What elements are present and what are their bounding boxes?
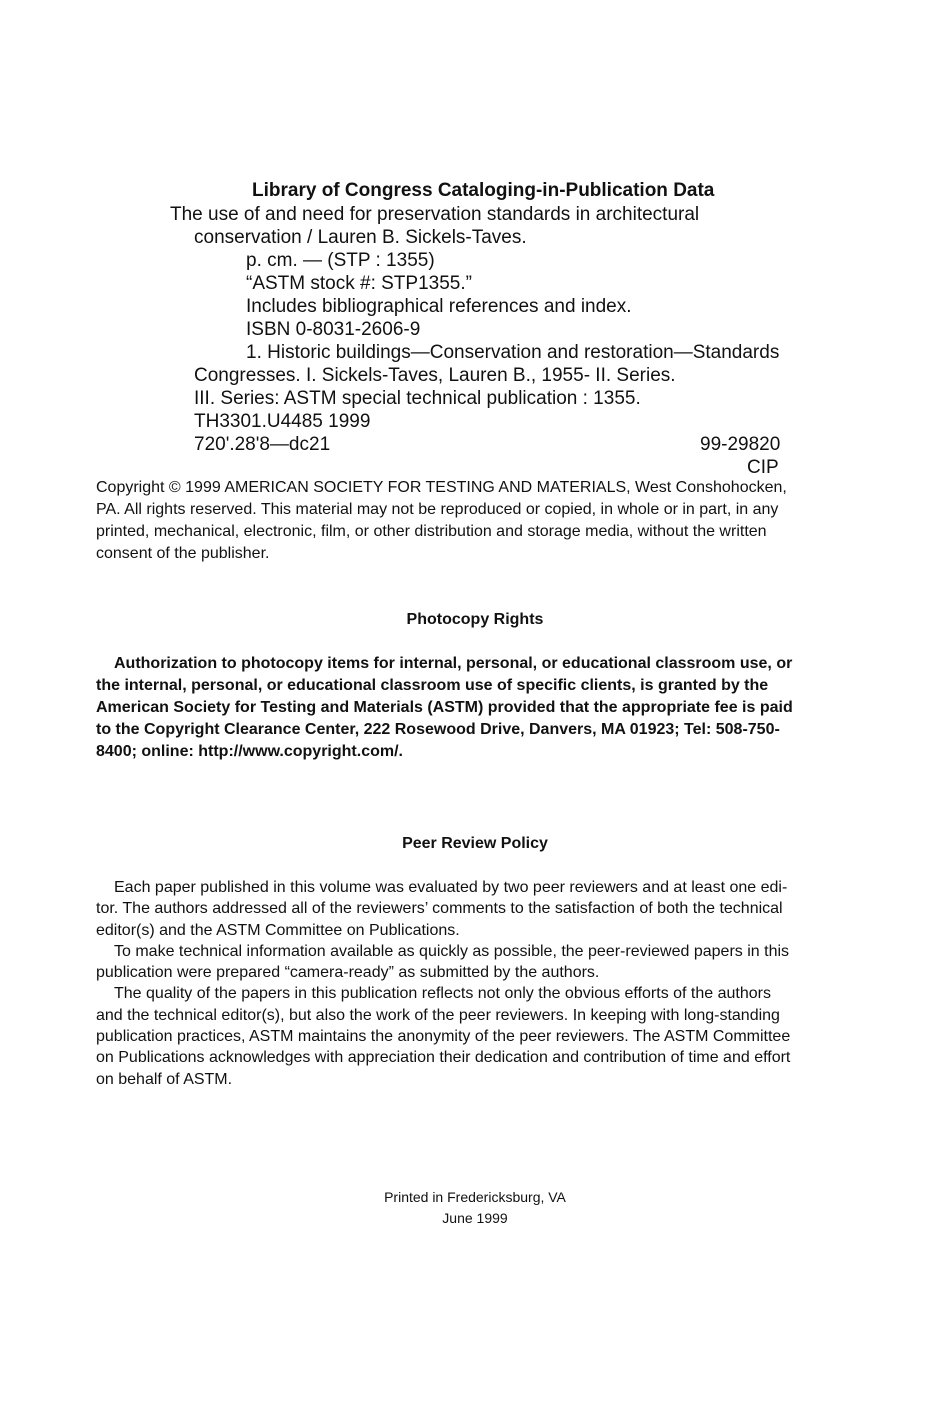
cip-dewey: 720'.28'8—dc21 bbox=[194, 434, 331, 455]
cip-label: CIP bbox=[747, 457, 779, 478]
copyright-line: consent of the publisher. bbox=[96, 545, 270, 562]
peer-review-line: The quality of the papers in this publication reflects not only the obvious efforts of the authors bbox=[114, 985, 771, 1003]
copyright-notice bbox=[96, 477, 866, 565]
cip-heading: Library of Congress Cataloging-in-Publication Data bbox=[252, 180, 715, 201]
copyright-line: printed, mechanical, electronic, film, or other distribution and storage media, without the written bbox=[96, 523, 767, 540]
peer-review-heading: Peer Review Policy bbox=[402, 835, 548, 852]
peer-review-text bbox=[96, 877, 866, 1090]
photocopy-line: Authorization to photocopy items for internal, personal, or educational classroom use, or bbox=[114, 655, 793, 672]
cip-lccn: 99-29820 bbox=[700, 434, 781, 455]
cip-subject-line1: 1. Historic buildings—Conservation and restoration—Standards bbox=[246, 342, 780, 363]
cip-title-line2: conservation / Lauren B. Sickels-Taves. bbox=[194, 227, 527, 248]
photocopy-line: 8400; online: http://www.copyright.com/. bbox=[96, 743, 403, 760]
cip-includes: Includes bibliographical references and index. bbox=[246, 296, 632, 317]
photocopy-line: the internal, personal, or educational classroom use of specific clients, is granted by the bbox=[96, 677, 769, 694]
copyright-line: Copyright © 1999 AMERICAN SOCIETY FOR TESTING AND MATERIALS, West Conshohocken, bbox=[96, 479, 787, 496]
cip-subject-line3: III. Series: ASTM special technical publication : 1355. bbox=[194, 388, 641, 409]
peer-review-line: tor. The authors addressed all of the reviewers’ comments to the satisfaction of both the technical bbox=[96, 900, 783, 918]
photocopy-rights-text bbox=[96, 653, 874, 763]
cip-title-line1: The use of and need for preservation standards in architectural bbox=[170, 204, 700, 225]
cip-stock: “ASTM stock #: STP1355.” bbox=[246, 273, 472, 294]
photocopy-rights-heading: Photocopy Rights bbox=[406, 611, 544, 628]
peer-review-line: on behalf of ASTM. bbox=[96, 1070, 233, 1088]
peer-review-line: on Publications acknowledges with appreciation their dedication and contribution of time and effort bbox=[96, 1049, 791, 1067]
peer-review-line: and the technical editor(s), but also the work of the peer reviewers. In keeping with long-standing bbox=[96, 1006, 780, 1024]
cip-subject-line2: Congresses. I. Sickels-Taves, Lauren B., 1955- II. Series. bbox=[194, 365, 676, 386]
printed-location: Printed in Fredericksburg, VA bbox=[384, 1189, 566, 1205]
copyright-line: PA. All rights reserved. This material may not be reproduced or copied, in whole or in part, in any bbox=[96, 501, 779, 518]
peer-review-line: To make technical information available as quickly as possible, the peer-reviewed papers in this bbox=[114, 942, 790, 960]
cip-physical: p. cm. — (STP : 1355) bbox=[246, 250, 435, 271]
peer-review-line: editor(s) and the ASTM Committee on Publications. bbox=[96, 921, 460, 939]
cip-isbn: ISBN 0-8031-2606-9 bbox=[246, 319, 421, 340]
cip-call-number: TH3301.U4485 1999 bbox=[194, 411, 371, 432]
photocopy-line: American Society for Testing and Materials (ASTM) provided that the appropriate fee is paid bbox=[96, 699, 793, 716]
peer-review-line: publication were prepared “camera-ready” as submitted by the authors. bbox=[96, 964, 600, 982]
peer-review-line: Each paper published in this volume was evaluated by two peer reviewers and at least one edi- bbox=[114, 879, 788, 896]
photocopy-line: to the Copyright Clearance Center, 222 Rosewood Drive, Danvers, MA 01923; Tel: 508-750- bbox=[96, 721, 780, 738]
peer-review-line: publication practices, ASTM maintains the anonymity of the peer reviewers. The ASTM Committee bbox=[96, 1028, 791, 1046]
printed-date: June 1999 bbox=[442, 1210, 508, 1226]
